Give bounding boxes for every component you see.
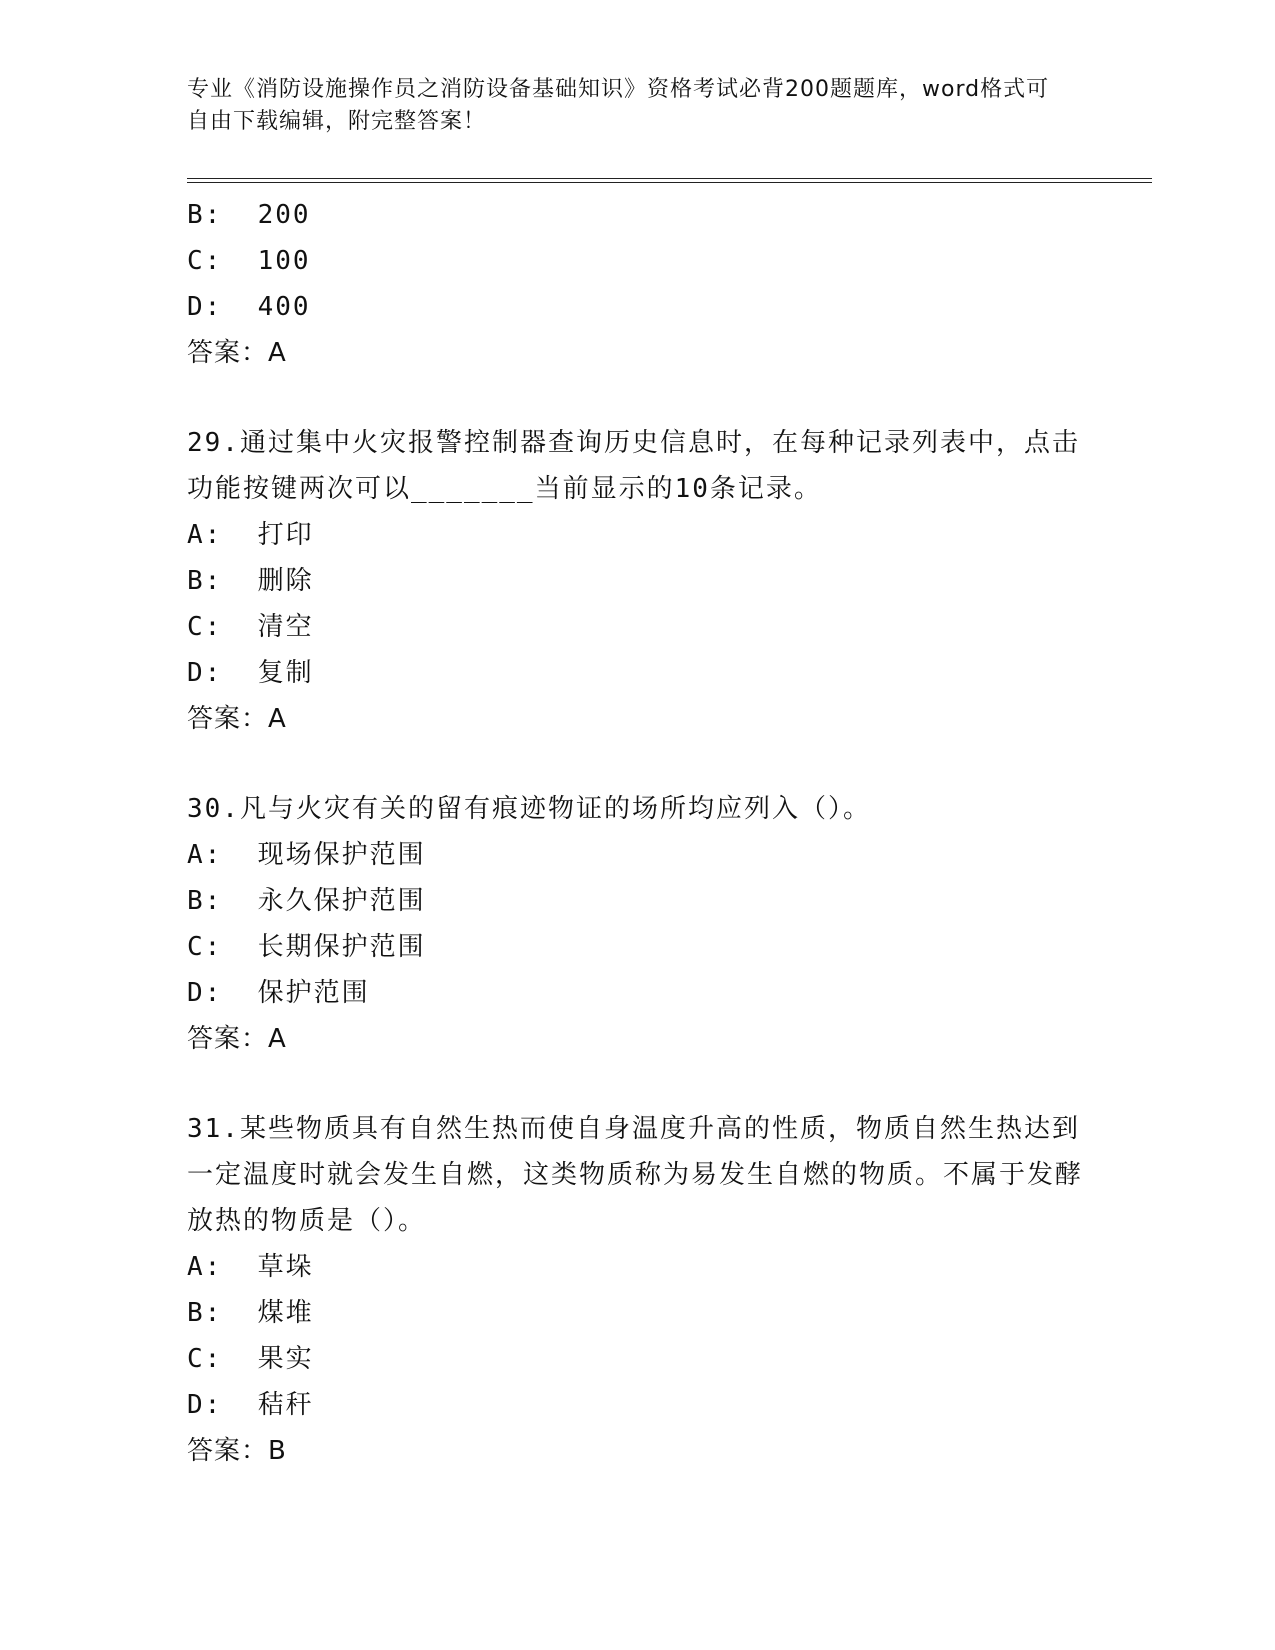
option-text: 秸秆 (257, 1390, 314, 1420)
option-text: 打印 (257, 520, 314, 550)
option-c (187, 238, 1087, 284)
option-text: 保护范围 (257, 978, 370, 1008)
question-content (187, 192, 1087, 1474)
option-d (187, 970, 1087, 1016)
option-d (187, 284, 1087, 330)
option-letter: D: (187, 292, 223, 322)
option-text: 永久保护范围 (257, 886, 426, 916)
option-letter: B: (187, 200, 223, 230)
option-text: 现场保护范围 (257, 840, 426, 870)
option-letter: A: (187, 1252, 223, 1282)
answer-line: 答案：A (187, 704, 287, 734)
question-30 (187, 786, 1087, 1062)
option-b (187, 558, 1087, 604)
option-a (187, 1244, 1087, 1290)
option-d (187, 1382, 1087, 1428)
option-letter: C: (187, 246, 223, 276)
option-letter: D: (187, 1390, 223, 1420)
option-b (187, 1290, 1087, 1336)
question-31 (187, 1106, 1087, 1474)
option-text: 草垛 (257, 1252, 314, 1282)
option-letter: C: (187, 932, 223, 962)
prev-question-block (187, 192, 1087, 376)
option-letter: D: (187, 658, 223, 688)
answer-line: 答案：A (187, 1024, 287, 1054)
answer-line: 答案：B (187, 1436, 287, 1466)
option-c (187, 1336, 1087, 1382)
option-letter: C: (187, 1344, 223, 1374)
option-text: 200 (257, 200, 311, 230)
option-letter: C: (187, 612, 223, 642)
option-text: 删除 (257, 566, 314, 596)
option-a (187, 832, 1087, 878)
option-letter: D: (187, 978, 223, 1008)
option-c (187, 604, 1087, 650)
option-text: 复制 (257, 658, 314, 688)
document-title: 专业《消防设施操作员之消防设备基础知识》资格考试必背200题题库，word格式可自由下载编辑，附完整答案！ (187, 77, 1050, 134)
header-divider-top (187, 178, 1152, 179)
question-29 (187, 420, 1087, 742)
question-text: 31.某些物质具有自然生热而使自身温度升高的性质，物质自然生热达到一定温度时就会发生自燃，这类物质称为易发生自燃的物质。不属于发酵放热的物质是（）。 (187, 1114, 1084, 1236)
option-a (187, 512, 1087, 558)
option-letter: B: (187, 886, 223, 916)
option-text: 100 (257, 246, 311, 276)
question-text: 30.凡与火灾有关的留有痕迹物证的场所均应列入（）。 (187, 794, 871, 824)
option-d (187, 650, 1087, 696)
option-letter: A: (187, 520, 223, 550)
answer-line: 答案：A (187, 338, 287, 368)
option-text: 长期保护范围 (257, 932, 426, 962)
option-text: 果实 (257, 1344, 314, 1374)
option-letter: B: (187, 1298, 223, 1328)
option-letter: B: (187, 566, 223, 596)
header-divider-bottom (187, 182, 1152, 183)
option-text: 清空 (257, 612, 314, 642)
document-header (187, 74, 1067, 138)
option-text: 400 (257, 292, 311, 322)
option-text: 煤堆 (257, 1298, 314, 1328)
option-c (187, 924, 1087, 970)
option-b (187, 192, 1087, 238)
option-letter: A: (187, 840, 223, 870)
option-b (187, 878, 1087, 924)
question-text: 29.通过集中火灾报警控制器查询历史信息时，在每种记录列表中，点击功能按键两次可以_______当前显示的10条记录。 (187, 428, 1080, 504)
